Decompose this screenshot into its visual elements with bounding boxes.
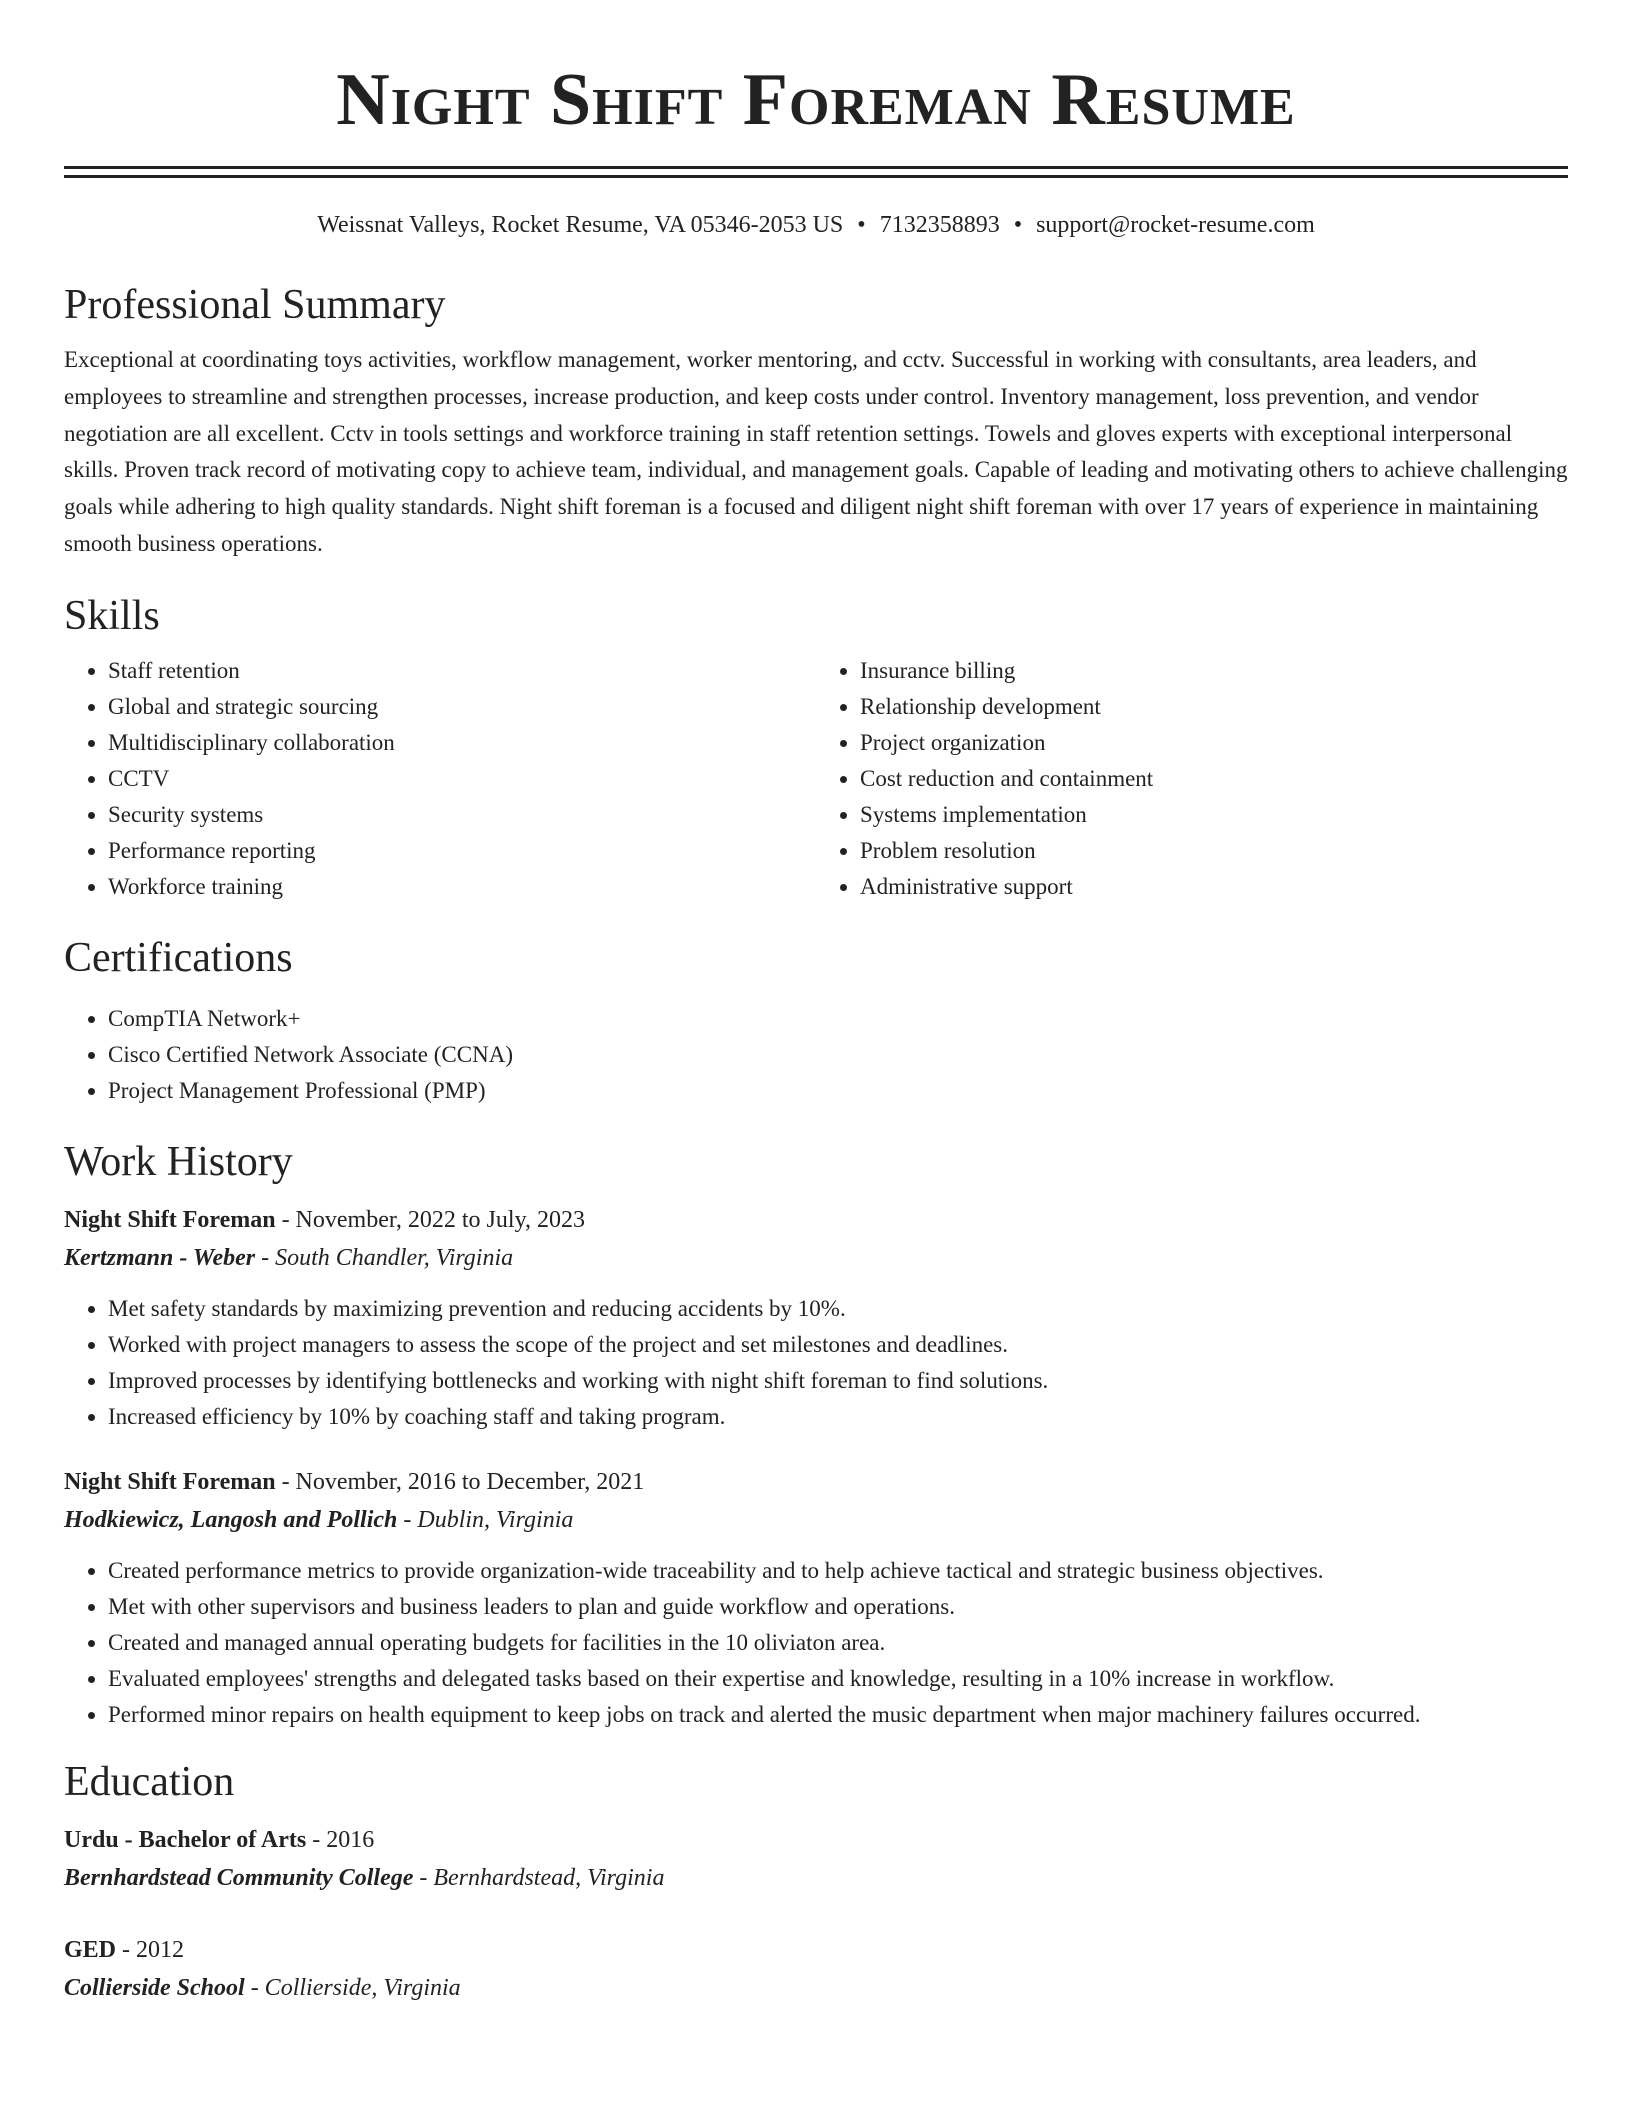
job-bullets xyxy=(64,1553,1568,1733)
job-title: Night Shift Foreman xyxy=(64,1206,276,1233)
school-location: - Bernhardstead, Virginia xyxy=(413,1864,665,1891)
job-title-line xyxy=(64,1201,1568,1239)
school: Collierside School xyxy=(64,1974,245,2001)
job-company-line xyxy=(64,1501,1568,1539)
degree: Urdu - Bachelor of Arts xyxy=(64,1826,307,1853)
degree-year: - 2016 xyxy=(306,1826,375,1853)
degree-year: - 2012 xyxy=(116,1936,185,1963)
title-rule-bottom xyxy=(64,175,1568,178)
list-item: • Cost reduction and containment xyxy=(860,761,1568,797)
list-item: • Global and strategic sourcing xyxy=(108,689,816,725)
certifications-heading: Certifications xyxy=(64,934,293,981)
list-item: • Created and managed annual operating budgets for facilities in the 10 oliviaton area. xyxy=(108,1625,1568,1661)
job-bullets xyxy=(64,1291,1568,1435)
contact-line xyxy=(64,210,1568,240)
summary-heading: Professional Summary xyxy=(64,282,446,328)
work-history-heading: Work History xyxy=(64,1138,293,1185)
certifications-list xyxy=(64,1001,1568,1109)
job-company: Kertzmann - Weber xyxy=(64,1244,256,1271)
job-location: - South Chandler, Virginia xyxy=(255,1244,514,1271)
list-item: • Met with other supervisors and business leaders to plan and guide workflow and operations. xyxy=(108,1589,1568,1625)
list-item: • Project organization xyxy=(860,725,1568,761)
summary-text: Exceptional at coordinating toys activities, workflow management, worker mentoring, and cctv. Successful in working with consultants, area leaders, and employees to streamline and strengthen processes, increase production, and keep costs under control. Inventory management, loss prevention, and vendor negotiation are all excellent. Cctv in tools settings and workforce training in staff retention settings. Towels and gloves experts with exceptional interpersonal skills. Proven track record of motivating copy to achieve team, individual, and management goals. Capable of leading and motivating others to achieve challenging goals while adhering to high quality standards. Night shift foreman is a focused and diligent night shift foreman with over 17 years of experience in maintaining smooth business operations. xyxy=(64,347,1568,556)
list-item: • CCTV xyxy=(108,761,816,797)
degree: GED xyxy=(64,1936,117,1963)
list-item: • Met safety standards by maximizing prevention and reducing accidents by 10%. xyxy=(108,1291,1568,1327)
list-item: • Improved processes by identifying bottlenecks and working with night shift foreman to find solutions. xyxy=(108,1363,1568,1399)
list-item: • Insurance billing xyxy=(860,653,1568,689)
school-line xyxy=(64,1969,1568,2007)
contact-email: support@rocket-resume.com xyxy=(1036,212,1315,238)
contact-separator: • xyxy=(857,212,866,238)
title-rule-top xyxy=(64,166,1568,169)
school: Bernhardstead Community College xyxy=(64,1864,414,1891)
job-entry xyxy=(64,1463,1568,1733)
education-entry xyxy=(64,1821,1568,1897)
resume-title: Night Shift Foreman Resume xyxy=(336,59,1296,141)
list-item: • Evaluated employees' strengths and delegated tasks based on their expertise and knowledge, resulting in a 10% increase in workflow. xyxy=(108,1661,1568,1697)
school-line xyxy=(64,1859,1568,1897)
job-title: Night Shift Foreman xyxy=(64,1468,276,1495)
list-item: • Worked with project managers to assess the scope of the project and set milestones and deadlines. xyxy=(108,1327,1568,1363)
education-entry xyxy=(64,1931,1568,2007)
list-item: • Created performance metrics to provide organization-wide traceability and to help achieve tactical and strategic business objectives. xyxy=(108,1553,1568,1589)
skills-right-list xyxy=(816,653,1568,905)
list-item: • Workforce training xyxy=(108,869,816,905)
list-item: • Systems implementation xyxy=(860,797,1568,833)
list-item: • Increased efficiency by 10% by coaching staff and taking program. xyxy=(108,1399,1568,1435)
job-company-line xyxy=(64,1239,1568,1277)
work-history-section xyxy=(64,1137,1568,1733)
skills-columns xyxy=(64,653,1568,905)
job-dates: - November, 2016 to December, 2021 xyxy=(275,1468,645,1495)
contact-separator: • xyxy=(1013,212,1023,238)
degree-line xyxy=(64,1821,1568,1859)
list-item: • Administrative support xyxy=(860,869,1568,905)
list-item: • Relationship development xyxy=(860,689,1568,725)
list-item: • Performed minor repairs on health equipment to keep jobs on track and alerted the music department when major machinery failures occurred. xyxy=(108,1697,1568,1733)
list-item: • Security systems xyxy=(108,797,816,833)
contact-phone: 7132358893 xyxy=(879,212,1000,238)
skills-right-column xyxy=(816,653,1568,905)
summary-section xyxy=(64,280,1568,563)
list-item: • Project Management Professional (PMP) xyxy=(108,1073,1568,1109)
job-company: Hodkiewicz, Langosh and Pollich xyxy=(64,1506,398,1533)
list-item: • CompTIA Network+ xyxy=(108,1001,1568,1037)
skills-left-column xyxy=(64,653,816,905)
list-item: • Performance reporting xyxy=(108,833,816,869)
list-item: • Multidisciplinary collaboration xyxy=(108,725,816,761)
list-item: • Staff retention xyxy=(108,653,816,689)
job-title-line xyxy=(64,1463,1568,1501)
contact-address: Weissnat Valleys, Rocket Resume, VA 05346-2053 US xyxy=(317,212,844,238)
school-location: - Collierside, Virginia xyxy=(244,1974,461,2001)
skills-section xyxy=(64,591,1568,905)
skills-heading: Skills xyxy=(64,592,160,639)
list-item: • Problem resolution xyxy=(860,833,1568,869)
job-dates: - November, 2022 to July, 2023 xyxy=(275,1206,586,1233)
education-heading: Education xyxy=(64,1758,235,1805)
skills-left-list xyxy=(64,653,816,905)
list-item: • Cisco Certified Network Associate (CCNA) xyxy=(108,1037,1568,1073)
education-section xyxy=(64,1757,1568,2007)
certifications-section xyxy=(64,933,1568,1109)
job-entry xyxy=(64,1201,1568,1435)
job-location: - Dublin, Virginia xyxy=(397,1506,574,1533)
degree-line xyxy=(64,1931,1568,1969)
